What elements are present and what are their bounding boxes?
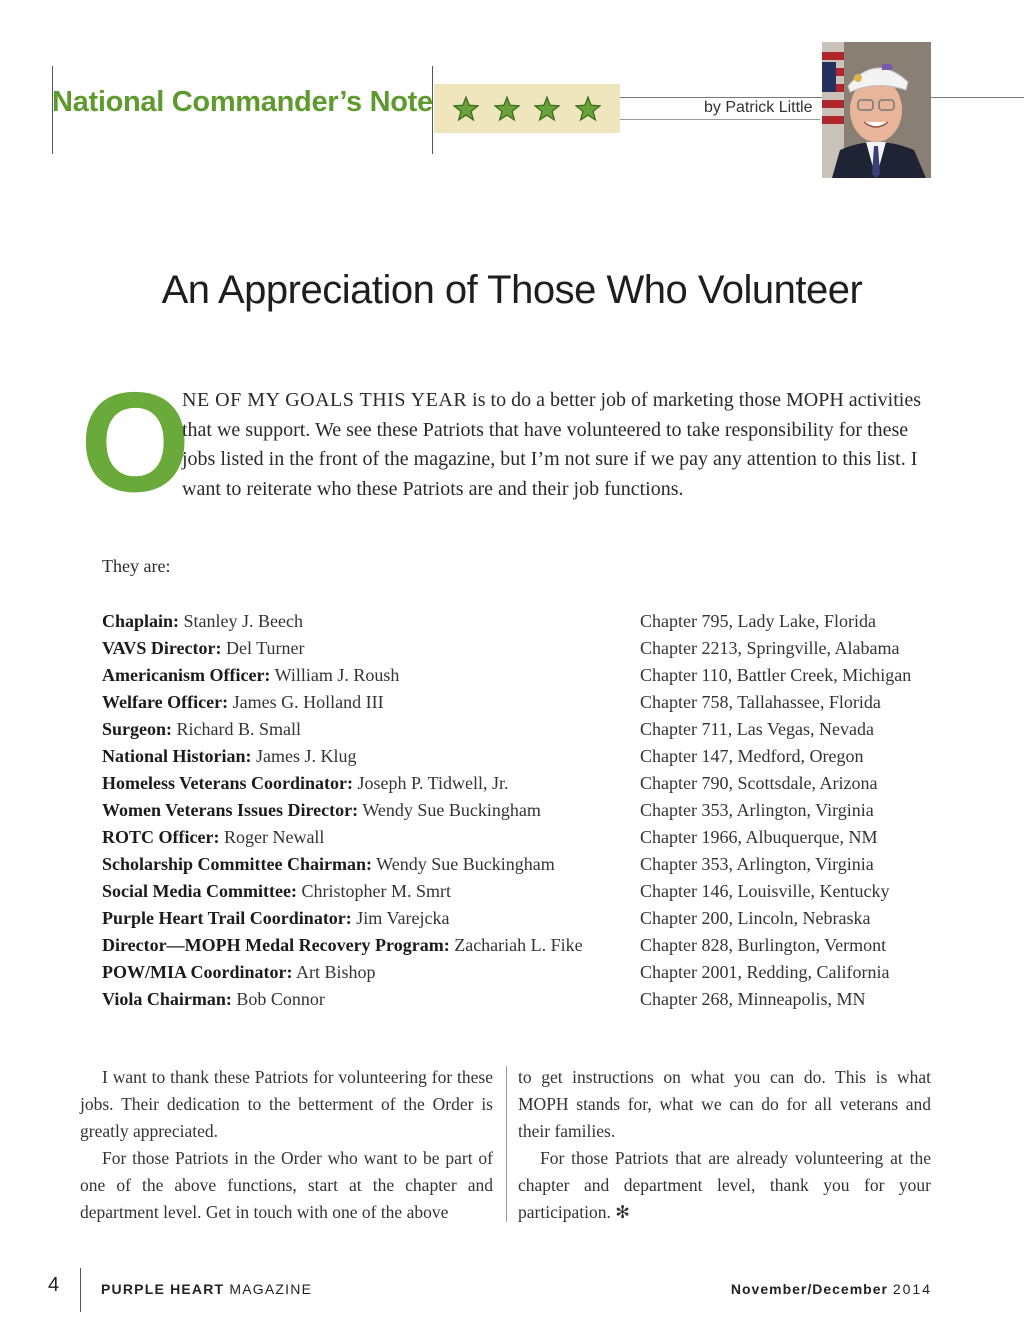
issue-months: November/December — [730, 1281, 888, 1297]
intro-text: is to do a better job of marketing those MOPH activities that we support. We see these Patriots that have volunteered to take responsibility for these jobs listed in the front of the magazine, but I’m not sure if we pay any attention to this list. I want to reiterate who these Patriots are and their job functions. — [182, 389, 921, 500]
roster-role: Social Media Committee: — [102, 881, 297, 901]
column-divider — [506, 1066, 507, 1222]
roster-chapter: Chapter 353, Arlington, Virginia — [640, 800, 874, 820]
roster-role: POW/MIA Coordinator: — [102, 962, 293, 982]
magazine-name — [101, 1281, 312, 1297]
article-headline: An Appreciation of Those Who Volunteer — [161, 268, 863, 312]
body-paragraph: to get instructions on what you can do. This is what MOPH stands for, what we can do for all veterans and their families. — [518, 1067, 931, 1141]
roster-row — [102, 716, 932, 743]
roster-name: William J. Roush — [274, 665, 400, 685]
roster-row — [102, 986, 932, 1013]
author-photo — [822, 42, 931, 178]
roster-name: Jim Varejcka — [356, 908, 450, 928]
roster-role: VAVS Director: — [102, 638, 222, 658]
roster-name: Art Bishop — [296, 962, 376, 982]
roster-role: Women Veterans Issues Director: — [102, 800, 359, 820]
star-icon — [494, 96, 520, 122]
roster-name: James J. Klug — [256, 746, 357, 766]
roster-chapter: Chapter 146, Louisville, Kentucky — [640, 881, 890, 901]
roster-name: Del Turner — [226, 638, 305, 658]
roster-chapter: Chapter 110, Battler Creek, Michigan — [640, 665, 912, 685]
roster-role: Chaplain: — [102, 611, 180, 631]
issue-date — [731, 1281, 932, 1297]
roster-row — [102, 662, 932, 689]
issue-year: 2014 — [892, 1281, 932, 1297]
roster-row — [102, 743, 932, 770]
body-column-right — [518, 1064, 931, 1226]
roster-role: Welfare Officer: — [102, 692, 229, 712]
roster-chapter: Chapter 268, Minneapolis, MN — [640, 989, 866, 1009]
roster-role: Homeless Veterans Coordinator: — [102, 773, 353, 793]
roster-role: Americanism Officer: — [102, 665, 271, 685]
roster-row — [102, 770, 932, 797]
intro-lead-in: NE OF MY GOALS THIS YEAR — [182, 389, 468, 411]
body-paragraph: For those Patriots in the Order who want to be part of one of the above functions, start at the chapter and department level. Get in touch with one of the above — [80, 1148, 493, 1222]
byline: by Patrick Little — [704, 99, 813, 116]
roster-chapter: Chapter 828, Burlington, Vermont — [640, 935, 887, 955]
roster-chapter: Chapter 2213, Springville, Alabama — [640, 638, 900, 658]
roster-chapter: Chapter 2001, Redding, California — [640, 962, 890, 982]
body-column-left — [80, 1064, 493, 1226]
roster-row — [102, 608, 932, 635]
roster-name: Joseph P. Tidwell, Jr. — [357, 773, 509, 793]
roster-chapter: Chapter 1966, Albuquerque, NM — [640, 827, 878, 847]
roster-row — [102, 635, 932, 662]
star-icon — [534, 96, 560, 122]
roster-name: Bob Connor — [236, 989, 325, 1009]
roster-role: Surgeon: — [102, 719, 173, 739]
roster-row — [102, 851, 932, 878]
roster-row — [102, 878, 932, 905]
roster-name: Stanley J. Beech — [183, 611, 304, 631]
roster-row — [102, 905, 932, 932]
roster-role: ROTC Officer: — [102, 827, 220, 847]
body-paragraph: I want to thank these Patriots for volunteering for these jobs. Their dedication to the betterment of the Order is greatly appreciated. — [80, 1067, 493, 1141]
roster-role: Scholarship Committee Chairman: — [102, 854, 372, 874]
roster-name: Wendy Sue Buckingham — [376, 854, 555, 874]
roster-name: James G. Holland III — [232, 692, 384, 712]
roster-row — [102, 824, 932, 851]
roster-chapter: Chapter 795, Lady Lake, Florida — [640, 611, 876, 631]
roster-row — [102, 959, 932, 986]
roster-name: Wendy Sue Buckingham — [362, 800, 541, 820]
stars-banner — [434, 84, 620, 133]
body-paragraph: For those Patriots that are already volunteering at the chapter and department level, thank you for your participation. ✻ — [518, 1148, 931, 1222]
page-number: 4 — [48, 1274, 60, 1296]
roster-chapter: Chapter 758, Tallahassee, Florida — [640, 692, 881, 712]
footer-rule — [80, 1268, 81, 1312]
header-rule-horizontal-lower — [620, 119, 820, 120]
roster-name: Zachariah L. Fike — [454, 935, 583, 955]
roster-chapter: Chapter 200, Lincoln, Nebraska — [640, 908, 871, 928]
roster-role: National Historian: — [102, 746, 252, 766]
roster-chapter: Chapter 711, Las Vegas, Nevada — [640, 719, 874, 739]
magazine-name-bold: PURPLE HEART — [101, 1281, 225, 1297]
roster-row — [102, 689, 932, 716]
roster-name: Richard B. Small — [176, 719, 302, 739]
magazine-name-rest: MAGAZINE — [224, 1281, 313, 1297]
roster-role: Purple Heart Trail Coordinator: — [102, 908, 352, 928]
intro-paragraph — [182, 386, 932, 504]
roster-role: Viola Chairman: — [102, 989, 232, 1009]
roster-name: Christopher M. Smrt — [301, 881, 451, 901]
star-icon — [575, 96, 601, 122]
star-icon — [453, 96, 479, 122]
roster-name: Roger Newall — [223, 827, 325, 847]
volunteer-roster — [102, 608, 932, 1013]
drop-cap: O — [80, 363, 191, 522]
roster-chapter: Chapter 353, Arlington, Virginia — [640, 854, 874, 874]
section-title: National Commander’s Note — [52, 86, 433, 118]
roster-chapter: Chapter 790, Scottsdale, Arizona — [640, 773, 878, 793]
roster-role: Director—MOPH Medal Recovery Program: — [102, 935, 450, 955]
list-intro: They are: — [102, 556, 171, 576]
roster-chapter: Chapter 147, Medford, Oregon — [640, 746, 864, 766]
roster-row — [102, 797, 932, 824]
roster-row — [102, 932, 932, 959]
